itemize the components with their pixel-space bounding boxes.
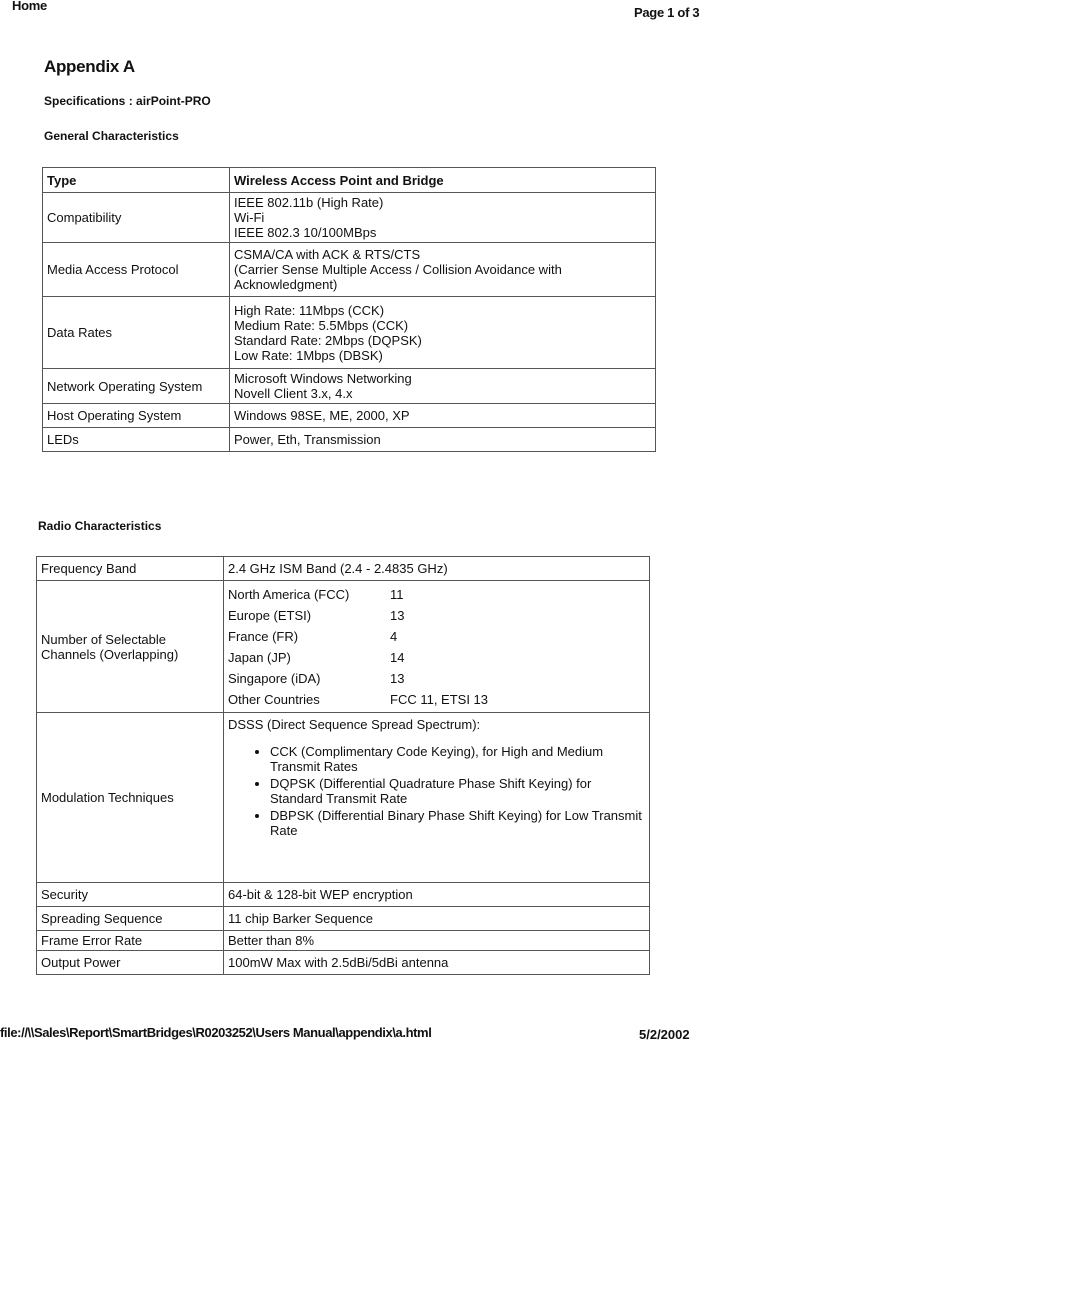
row-key-spreading: Spreading Sequence <box>37 907 224 931</box>
channel-row: Other Countries FCC 11, ETSI 13 <box>228 691 489 707</box>
row-value-media-access: CSMA/CA with ACK & RTS/CTS (Carrier Sense Multiple Access / Collision Avoidance with Acknowledgment) <box>230 243 656 297</box>
row-value-leds: Power, Eth, Transmission <box>230 428 656 452</box>
channel-row: North America (FCC) 11 <box>228 586 404 602</box>
row-value-compatibility: IEEE 802.11b (High Rate) Wi-Fi IEEE 802.3 10/100MBps <box>230 193 656 243</box>
page-title: Appendix A <box>44 57 135 76</box>
table-row <box>43 243 656 297</box>
row-value-data-rates: High Rate: 11Mbps (CCK) Medium Rate: 5.5Mbps (CCK) Standard Rate: 2Mbps (DQPSK) Low Rate: 1Mbps (DBSK) <box>230 297 656 369</box>
row-value-frame-error: Better than 8% <box>224 931 650 951</box>
footer-date: 5/2/2002 <box>639 1027 690 1042</box>
row-key-frequency-band: Frequency Band <box>37 557 224 581</box>
row-key-frame-error: Frame Error Rate <box>37 931 224 951</box>
list-item: • DBPSK (Differential Binary Phase Shift Keying) for Low Transmit Rate <box>270 808 645 838</box>
table-row <box>43 428 656 452</box>
row-value-output-power: 100mW Max with 2.5dBi/5dBi antenna <box>224 951 650 975</box>
list-item: • DQPSK (Differential Quadrature Phase Shift Keying) for Standard Transmit Rate <box>270 776 645 806</box>
row-value-host-os: Windows 98SE, ME, 2000, XP <box>230 404 656 428</box>
table-row <box>37 907 650 931</box>
row-key-type: Type <box>43 168 230 193</box>
footer-file-path: file://\\Sales\Report\SmartBridges\R0203252\Users Manual\appendix\a.html <box>0 1025 432 1040</box>
channel-row: France (FR) 4 <box>228 628 398 644</box>
row-value-network-os: Microsoft Windows Networking Novell Client 3.x, 4.x <box>230 369 656 404</box>
row-key-data-rates: Data Rates <box>43 297 230 369</box>
page-indicator: Page 1 of 3 <box>634 5 700 20</box>
row-key-channels: Number of Selectable Channels (Overlapping) <box>37 581 224 713</box>
specifications-heading: Specifications : airPoint-PRO <box>44 94 211 108</box>
row-key-output-power: Output Power <box>37 951 224 975</box>
row-key-security: Security <box>37 883 224 907</box>
radio-characteristics-table <box>36 556 650 975</box>
table-row <box>43 297 656 369</box>
channel-row: Japan (JP) 14 <box>228 649 405 665</box>
row-key-network-os: Network Operating System <box>43 369 230 404</box>
row-value-frequency-band: 2.4 GHz ISM Band (2.4 - 2.4835 GHz) <box>224 557 650 581</box>
row-key-modulation: Modulation Techniques <box>37 713 224 883</box>
row-value-channels <box>224 581 650 713</box>
row-value-type: Wireless Access Point and Bridge <box>230 168 656 193</box>
channel-row: Europe (ETSI) 13 <box>228 607 405 623</box>
row-key-leds: LEDs <box>43 428 230 452</box>
modulation-intro: DSSS (Direct Sequence Spread Spectrum): <box>228 717 481 732</box>
list-item: • CCK (Complimentary Code Keying), for High and Medium Transmit Rates <box>270 744 645 774</box>
table-row <box>43 404 656 428</box>
row-key-host-os: Host Operating System <box>43 404 230 428</box>
row-value-spreading: 11 chip Barker Sequence <box>224 907 650 931</box>
radio-characteristics-heading: Radio Characteristics <box>38 519 162 533</box>
table-row <box>37 713 650 883</box>
table-row <box>37 883 650 907</box>
row-key-media-access: Media Access Protocol <box>43 243 230 297</box>
general-characteristics-heading: General Characteristics <box>44 129 179 143</box>
modulation-list <box>228 744 645 838</box>
home-link[interactable]: Home <box>12 0 47 13</box>
table-row <box>43 193 656 243</box>
table-row <box>37 951 650 975</box>
table-row <box>37 931 650 951</box>
table-row <box>43 168 656 193</box>
channel-row: Singapore (iDA) 13 <box>228 670 405 686</box>
row-value-security: 64-bit & 128-bit WEP encryption <box>224 883 650 907</box>
row-key-compatibility: Compatibility <box>43 193 230 243</box>
general-characteristics-table <box>42 167 656 452</box>
table-row <box>43 369 656 404</box>
table-row <box>37 581 650 713</box>
row-value-modulation <box>224 713 650 883</box>
table-row <box>37 557 650 581</box>
